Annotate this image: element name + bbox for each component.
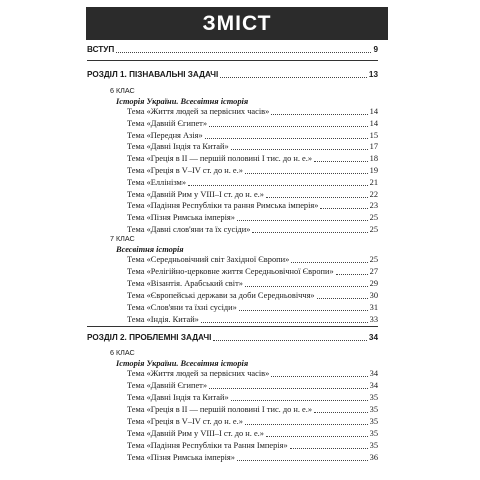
toc-entry-section1[interactable]: [87, 69, 378, 81]
toc-topic-entry[interactable]: [127, 254, 378, 266]
toc-entry-page: 13: [368, 70, 378, 79]
toc-topic-page: 35: [369, 417, 378, 426]
toc-topic-label: Тема «Падіння Республіки та Рання Імперія»: [127, 441, 288, 450]
toc-topic-label: Тема «Слов'яни та їхні сусіди»: [127, 303, 237, 312]
dot-leader: [231, 400, 368, 401]
toc-topic-label: Тема «Падіння Республіки та рання Римська імперія»: [127, 201, 319, 211]
toc-topic-entry[interactable]: [127, 440, 378, 452]
toc-topic-label: Тема «Пізня Римська імперія»: [127, 453, 235, 462]
toc-topic-page: 25: [369, 213, 378, 223]
toc-topic-label: Тема «Давні слов'яни та їх сусіди»: [127, 225, 251, 234]
toc-topic-page: 29: [369, 279, 378, 288]
toc-topic-page: 31: [369, 303, 378, 312]
toc-topic-page: 15: [369, 130, 378, 140]
toc-topic-entry[interactable]: [127, 452, 378, 464]
dot-leader: [205, 138, 368, 139]
toc-topic-entry[interactable]: [127, 380, 378, 392]
toc-topic-label: Тема «Греція в ІІ — першій половині І тис. до н. е.»: [127, 154, 313, 164]
toc-entry-label: РОЗДІЛ 2. ПРОБЛЕМНІ ЗАДАЧІ: [87, 333, 212, 342]
toc-topic-entry[interactable]: [127, 200, 378, 212]
dot-leader: [291, 262, 367, 263]
toc-topic-label: Тема «Греція в V–IV ст. до н. е.»: [127, 166, 243, 175]
dot-leader: [317, 298, 368, 299]
divider: [87, 60, 378, 61]
toc-topic-page: 14: [369, 107, 378, 116]
toc-topic-entry[interactable]: [127, 106, 378, 118]
toc-topic-label: Тема «Давні Індія та Китай»: [127, 393, 229, 402]
grade-heading: 7 КЛАС: [110, 234, 135, 243]
dot-leader: [188, 185, 368, 186]
toc-topic-page: 19: [369, 166, 378, 175]
toc-topic-page: 17: [369, 142, 378, 152]
divider: [87, 326, 378, 327]
dot-leader: [245, 424, 368, 425]
toc-entry-section2[interactable]: [87, 332, 378, 344]
subject-heading: Історія України. Всесвітня історія: [116, 97, 249, 106]
dot-leader: [239, 310, 368, 311]
dot-leader: [320, 208, 367, 209]
page-title: ЗМІСТ: [86, 7, 388, 40]
toc-topic-label: Тема «Передня Азія»: [127, 130, 203, 140]
toc-topic-entry[interactable]: [127, 416, 378, 428]
dot-leader: [266, 197, 368, 198]
toc-topic-entry[interactable]: [127, 118, 378, 130]
dot-leader: [209, 388, 368, 389]
toc-topic-label: Тема «Життя людей за первісних часів»: [127, 107, 270, 116]
dot-leader: [266, 436, 368, 437]
toc-entry-intro[interactable]: [87, 44, 378, 56]
toc-topic-entry[interactable]: [127, 212, 378, 224]
dot-leader: [237, 220, 368, 221]
toc-topic-entry[interactable]: [127, 266, 378, 278]
dot-leader: [220, 77, 367, 78]
toc-topic-entry[interactable]: [127, 314, 378, 326]
toc-topic-label: Тема «Давній Рим у VIII–I ст. до н. е.»: [127, 429, 264, 438]
subject-heading: Історія України. Всесвітня історія: [116, 359, 249, 368]
toc-topic-page: 23: [369, 201, 378, 211]
toc-entry-label: ВСТУП: [87, 45, 115, 54]
toc-topic-label: Тема «Пізня Римська імперія»: [127, 213, 235, 223]
toc-topic-entry[interactable]: [127, 189, 378, 201]
toc-topic-label: Тема «Середньовічний світ Західної Європи»: [127, 255, 290, 264]
dot-leader: [271, 114, 367, 115]
toc-entry-label: РОЗДІЛ 1. ПІЗНАВАЛЬНІ ЗАДАЧІ: [87, 70, 219, 79]
toc-topic-page: 34: [369, 369, 378, 378]
toc-topic-page: 25: [369, 225, 378, 234]
toc-topic-entry[interactable]: [127, 290, 378, 302]
toc-topic-entry[interactable]: [127, 177, 378, 189]
toc-topic-label: Тема «Давній Єгипет»: [127, 118, 208, 128]
toc-topic-page: 18: [369, 154, 378, 164]
dot-leader: [252, 232, 367, 233]
toc-entry-page: 34: [368, 333, 378, 342]
toc-topic-label: Тема «Греція в V–IV ст. до н. е.»: [127, 417, 243, 426]
toc-topic-entry[interactable]: [127, 392, 378, 404]
toc-topic-entry[interactable]: [127, 153, 378, 165]
dot-leader: [209, 126, 368, 127]
grade-heading: 6 КЛАС: [110, 86, 135, 95]
toc-topic-label: Тема «Життя людей за первісних часів»: [127, 369, 270, 378]
dot-leader: [201, 322, 368, 323]
toc-topic-label: Тема «Релігійно-церковне життя Середньовічної Європи»: [127, 267, 334, 276]
toc-entry-page: 9: [373, 45, 378, 54]
toc-topic-label: Тема «Індія. Китай»: [127, 315, 199, 324]
dot-leader: [237, 460, 368, 461]
toc-topic-entry[interactable]: [127, 428, 378, 440]
subject-heading: Всесвітня історія: [116, 245, 184, 254]
toc-topic-page: 35: [369, 393, 378, 402]
toc-topic-page: 30: [369, 291, 378, 300]
grade-heading: 6 КЛАС: [110, 348, 135, 357]
toc-topic-label: Тема «Давній Рим у VIII–I ст. до н. е.»: [127, 189, 264, 199]
toc-topic-page: 21: [369, 177, 378, 187]
toc-topic-page: 35: [369, 429, 378, 438]
dot-leader: [245, 173, 368, 174]
toc-topic-page: 35: [369, 441, 378, 450]
toc-topic-page: 27: [369, 267, 378, 276]
toc-topic-page: 33: [369, 315, 378, 324]
toc-topic-page: 25: [369, 255, 378, 264]
toc-topic-entry[interactable]: [127, 404, 378, 416]
dot-leader: [231, 149, 368, 150]
toc-topic-entry[interactable]: [127, 130, 378, 142]
toc-topic-page: 22: [369, 189, 378, 199]
toc-topic-page: 34: [369, 381, 378, 390]
dot-leader: [213, 340, 367, 341]
toc-topic-label: Тема «Європейські держави за доби Середньовіччя»: [127, 291, 315, 300]
dot-leader: [290, 448, 368, 449]
dot-leader: [314, 161, 368, 162]
toc-topic-page: 14: [369, 118, 378, 128]
toc-topic-page: 35: [369, 405, 378, 414]
toc-topic-entry[interactable]: [127, 165, 378, 177]
toc-topic-entry[interactable]: [127, 278, 378, 290]
toc-topic-label: Тема «Давній Єгипет»: [127, 381, 208, 390]
toc-topic-entry[interactable]: [127, 224, 378, 236]
toc-topic-label: Тема «Візантія. Арабський світ»: [127, 279, 243, 288]
toc-topic-entry[interactable]: [127, 141, 378, 153]
toc-topic-entry[interactable]: [127, 302, 378, 314]
toc-topic-label: Тема «Еллінізм»: [127, 177, 187, 187]
dot-leader: [314, 412, 368, 413]
dot-leader: [271, 376, 367, 377]
dot-leader: [336, 274, 368, 275]
toc-topic-entry[interactable]: [127, 368, 378, 380]
dot-leader: [116, 52, 371, 53]
toc-topic-page: 36: [369, 453, 378, 462]
toc-topic-label: Тема «Давні Індія та Китай»: [127, 142, 229, 152]
toc-topic-label: Тема «Греція в ІІ — першій половині І тис. до н. е.»: [127, 405, 313, 414]
dot-leader: [245, 286, 368, 287]
